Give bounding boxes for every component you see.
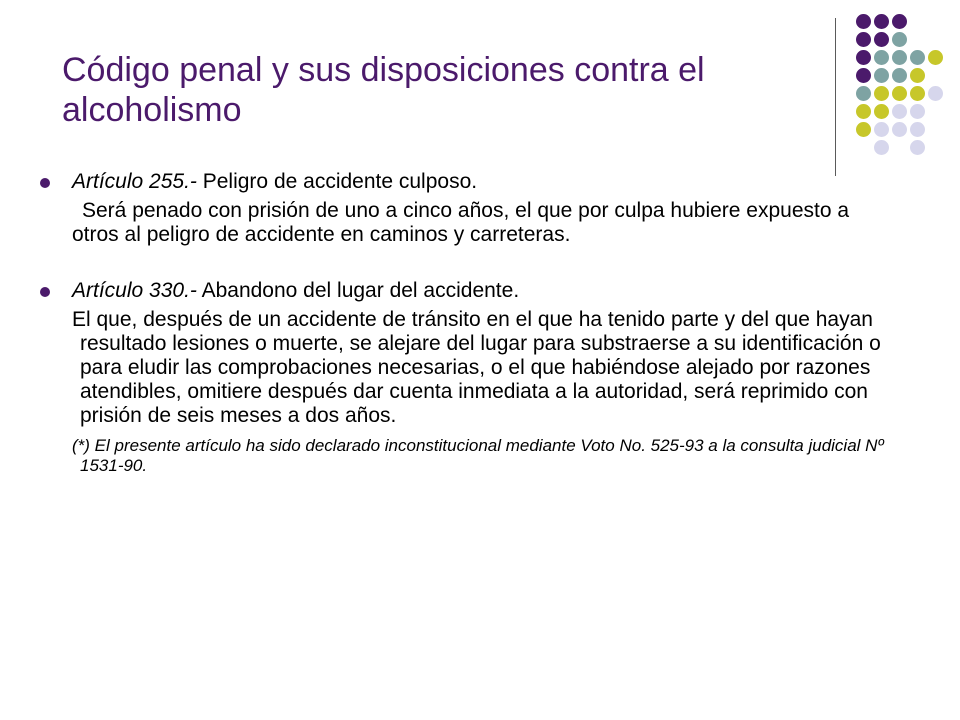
decor-dot [892, 32, 907, 47]
decor-dot [874, 50, 889, 65]
bullet-icon [40, 287, 50, 297]
bullet-icon [40, 178, 50, 188]
decor-dot [856, 68, 871, 83]
decor-dot [910, 104, 925, 119]
decor-dot [856, 32, 871, 47]
decor-dot [856, 104, 871, 119]
decor-dot [892, 14, 907, 29]
decor-dot [874, 122, 889, 137]
decor-dot [856, 122, 871, 137]
decor-dot [928, 86, 943, 101]
article-body: El que, después de un accidente de tránsito en el que ha tenido parte y del que hayan resultado lesiones o muerte, se alejare del lugar para substraerse a su identificación o para eludir las comprobaciones necesarias, o el que habiéndose alejado por razones atendibles, omitiere después dar cuenta inmediata a la autoridad, será reprimido con prisión de seis meses a dos años. [72, 308, 881, 427]
decor-dot [874, 68, 889, 83]
decor-dot [856, 50, 871, 65]
article-heading [72, 279, 896, 303]
decor-dot [928, 50, 943, 65]
article-title: Peligro de accidente culposo. [196, 170, 478, 193]
dot-grid-decoration [0, 0, 960, 160]
footnote: (*) El presente artículo ha sido declarado inconstitucional mediante Voto No. 525-93 a la consulta judicial Nº 1531-90. [72, 436, 884, 475]
decor-dot [892, 104, 907, 119]
decor-dot [910, 140, 925, 155]
decor-dot [874, 86, 889, 101]
article-number: Artículo 255.- [72, 170, 197, 193]
article-330 [36, 279, 896, 476]
decor-dot [856, 14, 871, 29]
article-body: Será penado con prisión de uno a cinco años, el que por culpa hubiere expuesto a otros al peligro de accidente en caminos y carreteras. [72, 199, 850, 246]
decor-dot [892, 68, 907, 83]
decor-dot [856, 86, 871, 101]
decor-dot [910, 68, 925, 83]
decor-dot [874, 140, 889, 155]
article-heading [72, 170, 896, 194]
decor-dot [874, 32, 889, 47]
decor-dot [892, 122, 907, 137]
slide-title: Código penal y sus disposiciones contra el alcoholismo [62, 51, 705, 129]
decor-dot [910, 50, 925, 65]
decor-dot [910, 86, 925, 101]
article-title: Abandono del lugar del accidente. [196, 279, 520, 302]
decor-dot [892, 50, 907, 65]
decor-dot [910, 122, 925, 137]
slide-content [36, 170, 896, 476]
decor-dot [874, 14, 889, 29]
decor-dot [874, 104, 889, 119]
decor-dot [892, 86, 907, 101]
article-number: Artículo 330.- [72, 279, 197, 302]
article-255 [36, 170, 896, 247]
